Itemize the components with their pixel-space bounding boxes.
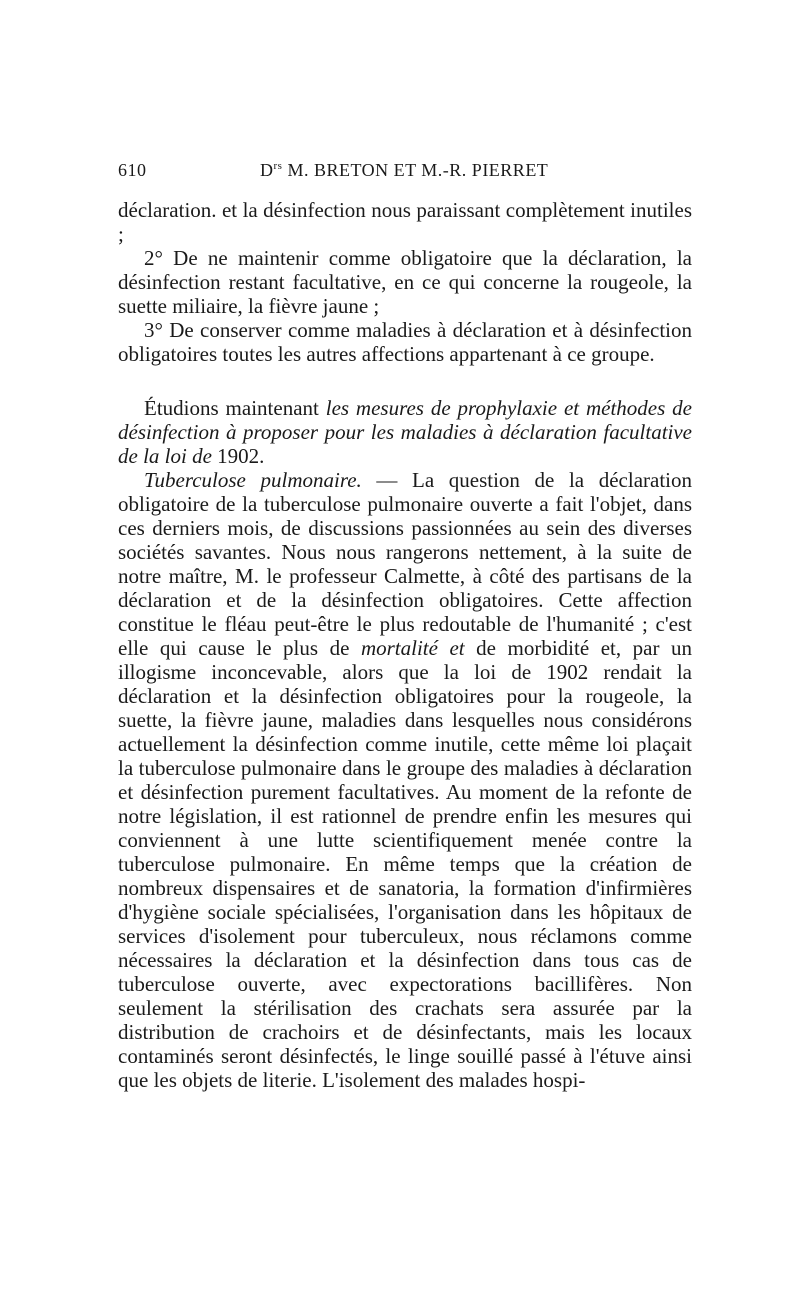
section-title: Tuberculose pulmonaire. xyxy=(144,468,362,492)
paragraph-4 xyxy=(118,396,692,468)
paragraph-1: déclaration. et la désinfection nous paraissant complètement inutiles ; xyxy=(118,198,692,246)
p5-italic: mortalité et xyxy=(360,636,465,660)
authors-names: M. BRETON ET M.-R. PIERRET xyxy=(282,160,549,180)
p5-text2: de morbidité et, par un illogisme inconcevable, alors que la loi de 1902 rendait la déclaration et la désinfection obligatoires pour la rougeole, la suette, la fièvre jaune, maladies dans lesquelles nous considérons actuellement la désinfection comme inutile, cette même loi plaçait la tuberculose pulmonaire dans le groupe des maladies à déclaration et désinfection purement facultatives. Au moment de la refonte de notre législation, il est rationnel de prendre enfin les mesures qui conviennent à une lutte scientifiquement menée contre la tuberculose pulmonaire. En même temps que la création de nombreux dispensaires et de sanatoria, la formation d'infirmières d'hygiène sociale spécialisées, l'organisation dans les hôpitaux de services d'isolement pour tuberculeux, nous réclamons comme nécessaires la déclaration et la désinfection dans tous cas de tuberculose ouverte, avec expectorations bacillifères. Non seulement la stérilisation des crachats sera assurée par la distribution de crachoirs et de désinfectants, mais les locaux contaminés seront désinfectés, le linge souillé passé à l'étuve ainsi que les objets de literie. L'isolement des malades hospi- xyxy=(118,636,692,1092)
paragraph-5 xyxy=(118,468,692,1092)
p4-year: 1902. xyxy=(217,444,265,468)
running-head xyxy=(260,160,548,181)
page-header xyxy=(118,160,692,186)
paragraph-3: 3° De conserver comme maladies à déclaration et à désinfection obligatoires toutes les autres affections appartenant à ce groupe. xyxy=(118,318,692,366)
p4-lead: Étudions maintenant xyxy=(144,396,326,420)
authors-sup: rs xyxy=(273,160,283,172)
p5-text: — La question de la déclaration obligatoire de la tuberculose pulmonaire ouverte a fait l'objet, dans ces derniers mois, de discussions passionnées au sein des diverses sociétés savantes. Nous nous rangerons nettement, à la suite de notre maître, M. le professeur Calmette, à côté des partisans de la déclaration et de la désinfection obligatoires. Cette affection constitue le fléau peut-être le plus redoutable de l'humanité ; c'est elle qui cause le plus de xyxy=(118,468,692,660)
page-number: 610 xyxy=(118,160,147,180)
authors-prefix: D xyxy=(260,160,274,180)
paragraph-2: 2° De ne maintenir comme obligatoire que la déclaration, la désinfection restant facultative, en ce qui concerne la rougeole, la suette miliaire, la fièvre jaune ; xyxy=(118,246,692,318)
body-text xyxy=(118,198,692,1092)
p4-italic: les mesures de prophylaxie et méthodes de désinfection à proposer pour les maladies à déclaration facultative de la loi de xyxy=(118,396,692,468)
